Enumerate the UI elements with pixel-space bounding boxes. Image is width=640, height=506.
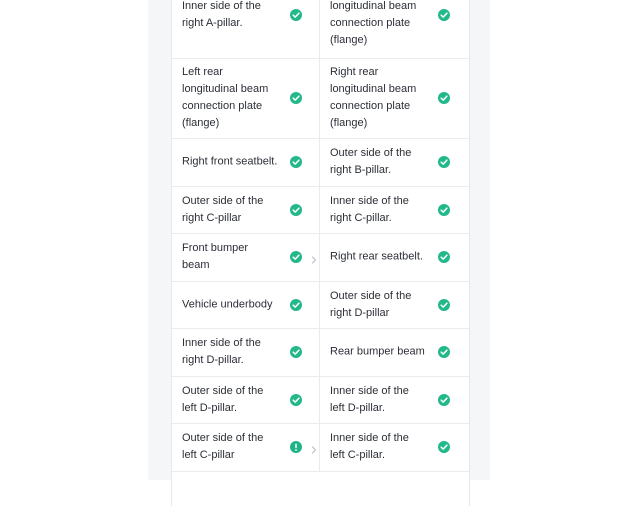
check-circle-icon: [438, 251, 450, 263]
grid-cell-left: [172, 0, 320, 58]
grid-cell-left: [172, 328, 320, 376]
check-circle-icon: [438, 299, 450, 311]
cell-label: Inner side of the right D-pillar.: [182, 337, 261, 366]
check-circle-icon: [290, 299, 302, 311]
grid-cell-right: [320, 186, 468, 233]
check-circle-icon: [290, 346, 302, 358]
cell-label: Vehicle underbody: [182, 298, 273, 310]
cell-label: Outer side of the right C-pillar: [182, 194, 264, 224]
grid-row: [172, 376, 469, 424]
grid-cell-left[interactable]: [172, 233, 320, 281]
grid-cell-right: [320, 138, 468, 186]
grid-row: [172, 328, 469, 377]
check-circle-icon: [438, 346, 450, 358]
check-circle-icon: [290, 9, 302, 21]
cell-label: Inner side of the right C-pillar.: [330, 194, 409, 224]
grid-cell-right: [320, 376, 468, 423]
check-circle-icon: [290, 156, 302, 168]
cell-label: Inner side of the right A-pillar.: [182, 0, 261, 29]
check-circle-icon: [438, 394, 450, 406]
cell-label: Right rear longitudinal beam connection plate (flange): [330, 66, 417, 129]
cell-label: Outer side of the right B-pillar.: [330, 147, 412, 176]
chevron-right-icon[interactable]: [309, 252, 319, 262]
cell-label: Left rear longitudinal beam connection plate (flange): [182, 66, 269, 129]
grid-row: [172, 138, 469, 187]
grid-cell-right: [320, 233, 468, 281]
check-circle-icon: [438, 92, 450, 104]
grid-cell-left[interactable]: [172, 423, 320, 471]
grid-cell-left: [172, 186, 320, 233]
check-circle-icon: [438, 9, 450, 21]
grid-cell-left: [172, 281, 320, 328]
grid-cell-left: [172, 138, 320, 186]
check-circle-icon: [290, 394, 302, 406]
chevron-right-icon[interactable]: [309, 442, 319, 452]
grid-cell-right: [320, 423, 468, 471]
grid-row: [172, 423, 469, 472]
cell-label: Right rear seatbelt.: [330, 250, 423, 263]
warning-icon: [290, 441, 302, 453]
grid-cell-right: [320, 58, 468, 138]
grid-row: [172, 186, 469, 234]
cell-label: Outer side of the right D-pillar: [330, 289, 412, 319]
grid-cell-left: [172, 376, 320, 423]
check-circle-icon: [438, 156, 450, 168]
grid-cell-right: [320, 328, 468, 376]
cell-label: Outer side of the left D-pillar.: [182, 384, 264, 414]
cell-label: Outer side of the left C-pillar: [182, 432, 264, 461]
cell-label: Inner side of the left D-pillar.: [330, 384, 409, 414]
cell-label: Right front seatbelt.: [182, 155, 278, 168]
grid-cell-left: [172, 58, 320, 138]
grid-cell-right: [320, 0, 468, 58]
grid-row: [172, 281, 469, 329]
check-circle-icon: [438, 441, 450, 453]
grid-row: [172, 233, 469, 282]
grid-cell-right: [320, 281, 468, 328]
inspection-grid: [171, 0, 470, 506]
grid-row: [172, 0, 469, 59]
check-circle-icon: [438, 204, 450, 216]
check-circle-icon: [290, 204, 302, 216]
cell-label: Front bumper beam: [182, 242, 249, 271]
cell-label: longitudinal beam connection plate (flange): [330, 0, 417, 46]
check-circle-icon: [290, 251, 302, 263]
cell-label: Rear bumper beam: [330, 345, 425, 358]
grid-row: [172, 58, 469, 139]
check-circle-icon: [290, 92, 302, 104]
cell-label: Inner side of the left C-pillar.: [330, 432, 409, 461]
